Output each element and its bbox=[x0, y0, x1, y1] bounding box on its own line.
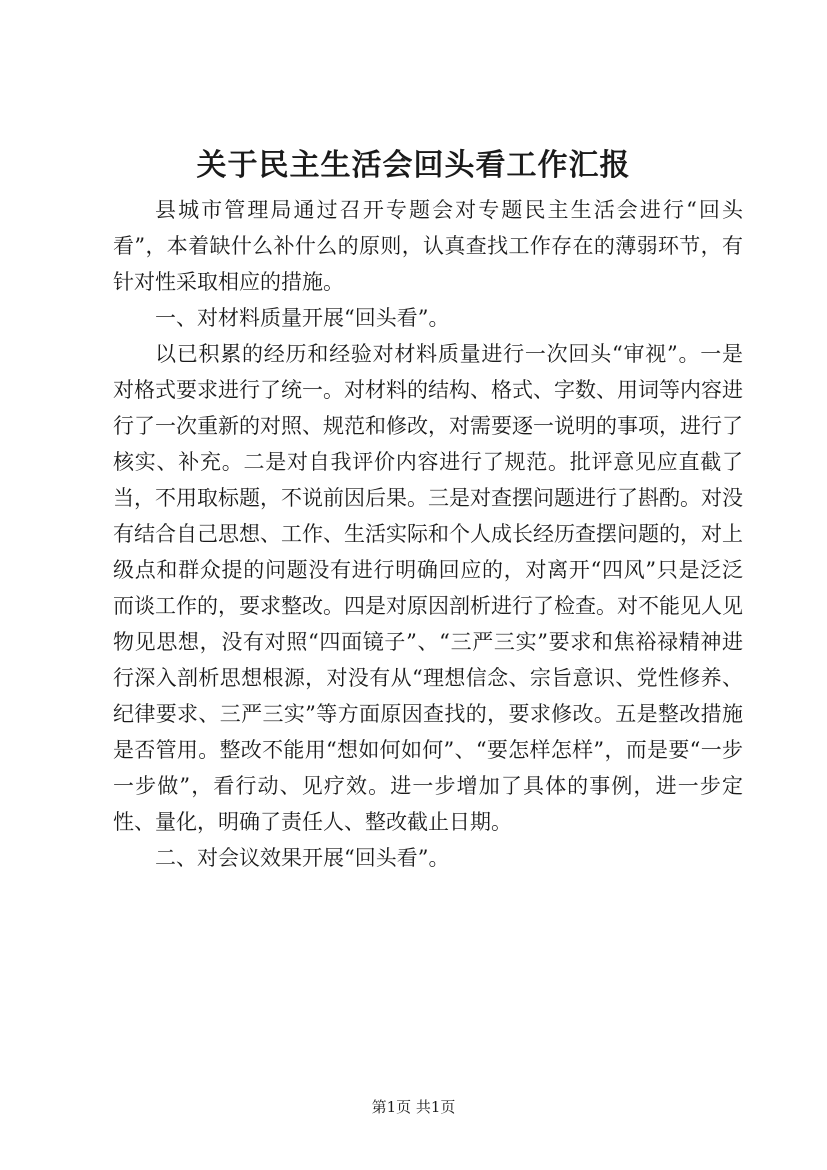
section-heading-1: 一、对材料质量开展“回头看”。 bbox=[155, 306, 450, 330]
document-body bbox=[113, 192, 743, 876]
section-heading-2: 二、对会议效果开展“回头看”。 bbox=[155, 846, 450, 870]
document-title: 关于民主生活会回头看工作汇报 bbox=[196, 148, 631, 183]
page-footer: 第1页 共1页 bbox=[371, 1098, 456, 1116]
paragraph-intro: 县城市管理局通过召开专题会对专题民主生活会进行“回头看”，本着缺什么补什么的原则，认真查找工作存在的薄弱环节，有针对性采取相应的措施。 bbox=[113, 198, 743, 294]
paragraph-material-review: 以已积累的经历和经验对材料质量进行一次回头“审视”。一是对格式要求进行了统一。对材料的结构、格式、字数、用词等内容进行了一次重新的对照、规范和修改，对需要逐一说明的事项，进行了核实、补充。二是对自我评价内容进行了规范。批评意见应直截了当，不用取标题，不说前因后果。三是对查摆问题进行了斟酌。对没有结合自己思想、工作、生活实际和个人成长经历查摆问题的，对上级点和群众提的问题没有进行明确回应的，对离开“四风”只是泛泛而谈工作的，要求整改。四是对原因剖析进行了检查。对不能见人见物见思想，没有对照“四面镜子”、“三严三实”要求和焦裕禄精神进行深入剖析思想根源，对没有从“理想信念、宗旨意识、党性修养、纪律要求、三严三实”等方面原因查找的，要求修改。五是整改措施是否管用。整改不能用“想如何如何”、“要怎样怎样”，而是要“一步一步做”，看行动、见疗效。进一步增加了具体的事例，进一步定性、量化，明确了责任人、整改截止日期。 bbox=[113, 342, 743, 834]
